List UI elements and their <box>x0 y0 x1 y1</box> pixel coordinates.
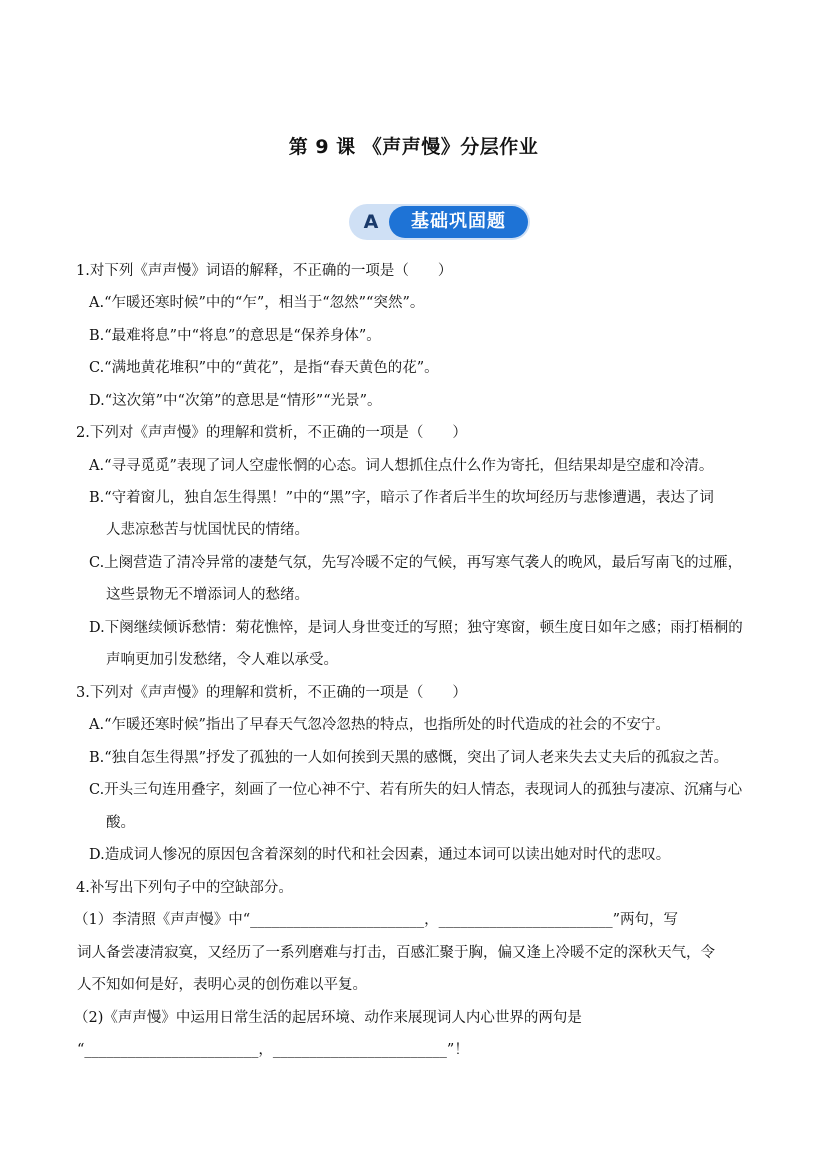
question-2-stem: 2.下列对《声声慢》的理解和赏析，不正确的一项是（ ） <box>76 425 467 441</box>
question-2-option-c: C.上阕营造了清冷异常的凄楚气氛，先写冷暖不定的气候，再写寒气袭人的晚风，最后写南飞的过雁， <box>89 555 743 571</box>
question-4-part-1-cont2: 人不知如何是好，表明心灵的创伤难以平复。 <box>77 977 367 993</box>
section-badge-letter: A <box>363 211 379 233</box>
question-2-option-d-cont: 声响更加引发愁绪，令人难以承受。 <box>106 652 338 668</box>
question-2-option-d: D.下阕继续倾诉愁情：菊花憔悴，是词人身世变迁的写照；独守寒窗，顿生度日如年之感；雨打梧桐的 <box>89 620 743 636</box>
question-4-part-2-blanks: “________________________，________________________”！ <box>77 1042 469 1058</box>
question-4-part-1-cont: 词人备尝凄清寂寞，又经历了一系列磨难与打击，百感汇聚于胸，偏又逢上冷暖不定的深秋天气，令 <box>77 945 715 961</box>
section-badge <box>349 204 530 240</box>
question-4-stem: 4.补写出下列句子中的空缺部分。 <box>76 880 293 896</box>
question-3-option-b: B.“独自怎生得黑”抒发了孤独的一人如何挨到天黑的感慨，突出了词人老来失去丈夫后的孤寂之苦。 <box>89 750 729 766</box>
question-3-option-d: D.造成词人惨况的原因包含着深刻的时代和社会因素，通过本词可以读出她对时代的悲叹。 <box>89 847 671 863</box>
question-4-part-2: （2)《声声慢》中运用日常生活的起居环境、动作来展现词人内心世界的两句是 <box>74 1010 582 1026</box>
question-2-option-c-cont: 这些景物无不增添词人的愁绪。 <box>106 587 309 603</box>
question-2-option-b: B.“守着窗儿，独自怎生得黑！”中的“黑”字，暗示了作者后半生的坎坷经历与悲惨遭遇，表达了词 <box>89 490 714 506</box>
question-3-option-a: A.“乍暖还寒时候”指出了早春天气忽冷忽热的特点，也指所处的时代造成的社会的不安宁。 <box>89 717 670 733</box>
question-1-option-a: A.“乍暖还寒时候”中的“乍”，相当于“忽然”“突然”。 <box>89 295 425 311</box>
section-badge-label: 基础巩固题 <box>389 206 528 238</box>
question-2-option-b-cont: 人悲凉愁苦与忧国忧民的情绪。 <box>106 522 309 538</box>
question-1-option-b: B.“最难将息”中“将息”的意思是“保养身体”。 <box>89 328 381 344</box>
question-2-option-a: A.“寻寻觅觅”表现了词人空虚怅惘的心态。词人想抓住点什么作为寄托，但结果却是空虚和冷清。 <box>89 458 714 474</box>
question-3-option-c: C.开头三句连用叠字，刻画了一位心神不宁、若有所失的妇人情态，表现词人的孤独与凄凉、沉痛与心 <box>89 782 743 798</box>
question-3-stem: 3.下列对《声声慢》的理解和赏析，不正确的一项是（ ） <box>76 685 467 701</box>
question-4-part-1: （1）李清照《声声慢》中“________________________，________________________”两句，写 <box>74 912 679 928</box>
question-3-option-c-cont: 酸。 <box>106 815 135 831</box>
question-1-option-c: C.“满地黄花堆积”中的“黄花”，是指“春天黄色的花”。 <box>89 360 439 376</box>
question-1-stem: 1.对下列《声声慢》词语的解释，不正确的一项是（ ） <box>76 263 453 279</box>
page-title: 第 9 课 《声声慢》分层作业 <box>288 136 539 158</box>
question-1-option-d: D.“这次第”中“次第”的意思是“情形”“光景”。 <box>89 393 382 409</box>
